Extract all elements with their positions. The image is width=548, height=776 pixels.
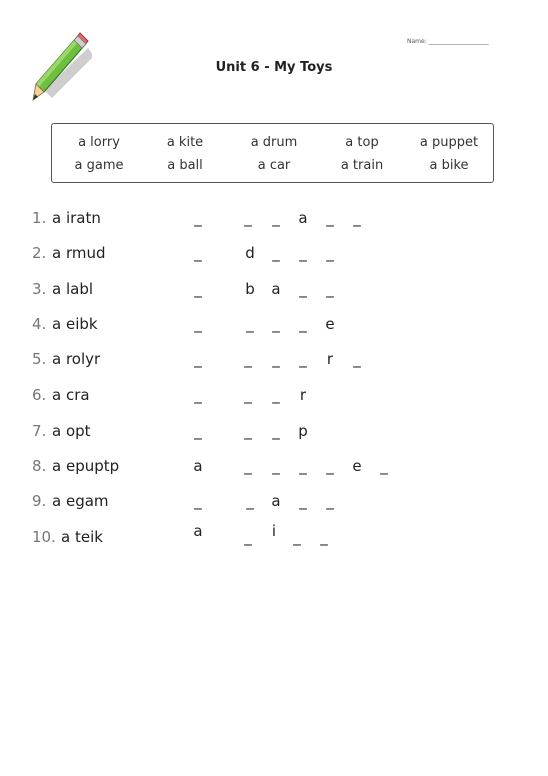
letter-slot: _ [353,350,361,368]
exercise-number: 5. [32,350,47,368]
letter-slot: _ [244,528,252,546]
letter-slot: _ [194,315,202,333]
letter-slot: d [245,244,255,262]
letter-slot: i [271,522,277,540]
bank-word: a bike [429,158,469,173]
exercise-row [0,350,548,380]
bank-word: a train [340,158,384,173]
letter-slot: p [298,422,308,440]
letter-slot: _ [272,315,280,333]
exercise-number: 6. [32,386,47,404]
bank-word: a ball [167,158,203,173]
exercise-row [0,244,548,274]
bank-word: a top [345,135,379,150]
letter-slot: _ [326,244,334,262]
bank-word: a lorry [78,135,120,150]
letter-slot: _ [244,386,252,404]
letter-slot: _ [194,492,202,510]
scrambled-word: a labl [52,280,94,298]
scrambled-word: a rmud [52,244,106,262]
letter-slot: _ [299,457,307,475]
letter-slot: _ [246,315,254,333]
scrambled-word: a cra [52,386,90,404]
letter-slot: _ [194,422,202,440]
exercise-number: 2. [32,244,47,262]
exercise-row [0,492,548,522]
letter-slot: _ [246,492,254,510]
letter-slot: _ [272,209,280,227]
letter-slot: b [245,280,255,298]
exercise-row [0,315,548,345]
letter-slot: _ [272,350,280,368]
letter-slot: a [271,492,281,510]
letter-slot: e [325,315,335,333]
letter-slot: _ [272,386,280,404]
scrambled-word: a teik [61,528,103,546]
page-title: Unit 6 - My Toys [215,60,333,75]
letter-slot: a [193,522,203,540]
letter-slot: _ [293,528,301,546]
scrambled-word: a opt [52,422,91,440]
letter-slot: e [352,457,362,475]
exercise-number: 8. [32,457,47,475]
letter-slot: _ [299,315,307,333]
letter-slot: a [193,457,203,475]
letter-slot: _ [194,209,202,227]
bank-word: a puppet [419,135,479,150]
scrambled-word: a iratn [52,209,101,227]
exercise-number: 10. [32,528,56,546]
letter-slot: r [326,350,334,368]
word-bank-box [51,123,494,183]
exercise-row [0,457,548,487]
letter-slot: _ [326,457,334,475]
exercise-row [0,209,548,239]
letter-slot: _ [380,457,388,475]
bank-word: a car [257,158,291,173]
letter-slot: a [298,209,308,227]
bank-word: a kite [166,135,204,150]
letter-slot: _ [326,280,334,298]
bank-word: a drum [250,135,298,150]
exercise-row [0,422,548,452]
letter-slot: _ [299,492,307,510]
bank-word: a game [74,158,124,173]
letter-slot: _ [194,350,202,368]
letter-slot: _ [244,457,252,475]
letter-slot: _ [320,528,328,546]
exercise-row [0,280,548,310]
letter-slot: _ [244,350,252,368]
exercise-number: 7. [32,422,47,440]
scrambled-word: a rolyr [52,350,101,368]
scrambled-word: a epuptp [52,457,120,475]
exercise-row [0,386,548,416]
letter-slot: _ [353,209,361,227]
scrambled-word: a egam [52,492,109,510]
exercise-row [0,522,548,558]
letter-slot: _ [299,244,307,262]
exercise-number: 1. [32,209,47,227]
letter-slot: _ [299,350,307,368]
exercise-number: 9. [32,492,47,510]
letter-slot: _ [272,422,280,440]
letter-slot: _ [194,280,202,298]
letter-slot: _ [244,422,252,440]
letter-slot: _ [299,280,307,298]
scrambled-word: a eibk [52,315,98,333]
name-field-label: Name: ____________________ [407,38,489,45]
letter-slot: _ [194,386,202,404]
letter-slot: a [271,280,281,298]
letter-slot: _ [272,457,280,475]
letter-slot: _ [326,209,334,227]
letter-slot: _ [194,244,202,262]
letter-slot: _ [244,209,252,227]
letter-slot: _ [272,244,280,262]
exercise-number: 4. [32,315,47,333]
letter-slot: _ [326,492,334,510]
letter-slot: r [299,386,307,404]
exercise-number: 3. [32,280,47,298]
